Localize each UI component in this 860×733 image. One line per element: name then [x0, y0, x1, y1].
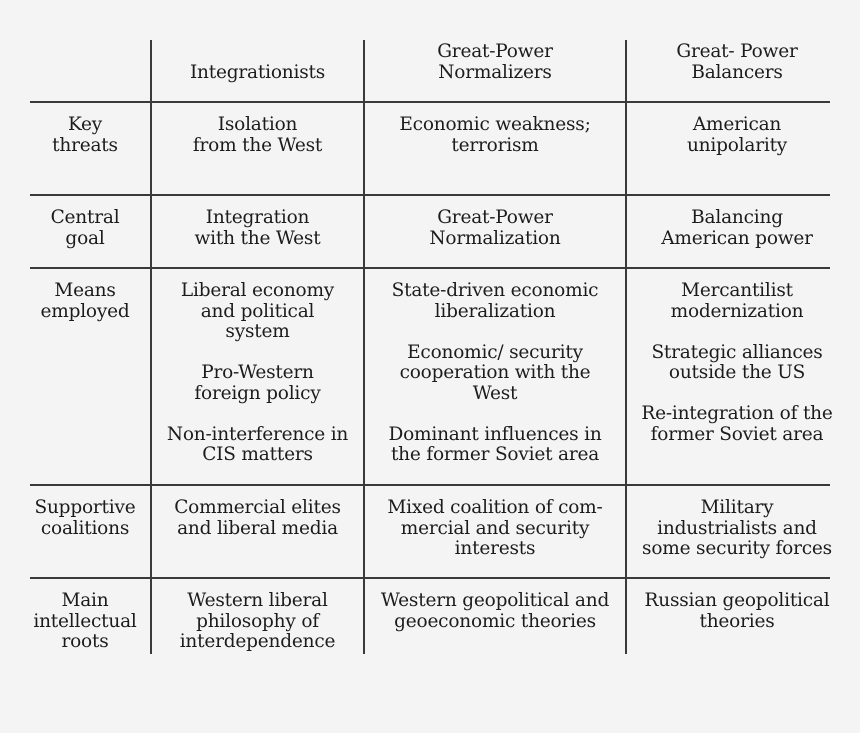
- header-line: Normalizers: [438, 61, 552, 83]
- cell-means-employed-balancers: [627, 281, 847, 445]
- cell-line: with the West: [194, 227, 321, 249]
- cell-line: Pro-Western: [201, 362, 314, 383]
- cell-line: former Soviet area: [650, 423, 824, 445]
- cell-paragraph: [152, 498, 363, 539]
- cell-paragraph: [152, 115, 363, 156]
- row-label-central-goal: [20, 208, 150, 249]
- cell-paragraph: [365, 591, 625, 632]
- cell-key-threats-balancers: [627, 115, 847, 156]
- cell-line: from the West: [192, 134, 323, 156]
- cell-line: Mixed coalition of com-: [387, 497, 603, 518]
- cell-line: the former Soviet area: [390, 444, 600, 465]
- cell-main-intellectual-roots-balancers: [627, 591, 847, 632]
- cell-key-threats-integrationists: [152, 115, 363, 156]
- cell-paragraph: [627, 404, 847, 445]
- row-label-line: goal: [65, 227, 105, 249]
- row-label-line: intellectual: [33, 610, 137, 632]
- cell-line: and political: [200, 300, 315, 322]
- cell-line: mercial and security: [400, 517, 590, 539]
- cell-paragraph: [627, 498, 847, 560]
- header-integrationists: [152, 63, 363, 84]
- cell-supportive-coalitions-normalizers: [365, 498, 625, 560]
- row-label-line: Key: [67, 114, 103, 135]
- cell-paragraph: [365, 281, 625, 322]
- cell-line: interdependence: [179, 631, 336, 652]
- cell-central-goal-balancers: [627, 208, 847, 249]
- header-normalizers: [365, 42, 625, 83]
- cell-line: interests: [454, 538, 536, 559]
- row-divider: [30, 577, 830, 579]
- cell-paragraph: [365, 208, 625, 249]
- cell-paragraph: [365, 343, 625, 405]
- cell-line: Strategic alliances: [651, 341, 823, 363]
- cell-paragraph: [627, 591, 847, 632]
- row-label-means-employed: [20, 281, 150, 322]
- row-label-line: Main: [61, 590, 109, 611]
- cell-paragraph: [152, 591, 363, 653]
- cell-paragraph: [152, 208, 363, 249]
- row-label-line: threats: [52, 134, 118, 156]
- cell-line: Balancing: [691, 207, 783, 228]
- cell-line: Commercial elites: [174, 497, 341, 518]
- cell-means-employed-normalizers: [365, 281, 625, 466]
- cell-line: philosophy of: [196, 610, 319, 632]
- cell-paragraph: [365, 115, 625, 156]
- cell-line: Russian geopolitical: [644, 590, 830, 611]
- cell-main-intellectual-roots-integrationists: [152, 591, 363, 653]
- cell-line: Military: [700, 497, 774, 518]
- cell-line: West: [472, 382, 518, 404]
- cell-line: Great-Power: [437, 207, 553, 228]
- cell-line: some security forces: [642, 538, 832, 559]
- cell-line: outside the US: [668, 362, 806, 383]
- cell-line: American power: [661, 227, 813, 249]
- cell-line: liberalization: [434, 300, 556, 322]
- cell-line: and liberal media: [177, 517, 338, 539]
- cell-line: Normalization: [429, 227, 561, 249]
- cell-line: Western liberal: [187, 590, 328, 611]
- cell-line: CIS matters: [202, 444, 313, 465]
- cell-means-employed-integrationists: [152, 281, 363, 466]
- row-divider: [30, 101, 830, 103]
- cell-line: system: [225, 321, 290, 342]
- cell-line: Isolation: [217, 114, 298, 135]
- row-divider: [30, 267, 830, 269]
- row-label-line: Means: [54, 280, 116, 301]
- cell-line: geoeconomic theories: [394, 610, 596, 632]
- cell-line: Economic weakness;: [399, 114, 591, 135]
- header-line: Great-Power: [437, 41, 553, 62]
- cell-line: Liberal economy: [180, 280, 335, 301]
- cell-paragraph: [627, 281, 847, 322]
- cell-supportive-coalitions-integrationists: [152, 498, 363, 539]
- row-divider: [30, 484, 830, 486]
- row-label-supportive-coalitions: [20, 498, 150, 539]
- row-label-key-threats: [20, 115, 150, 156]
- cell-main-intellectual-roots-normalizers: [365, 591, 625, 632]
- cell-supportive-coalitions-balancers: [627, 498, 847, 560]
- header-line: Balancers: [691, 61, 783, 83]
- header-balancers: [627, 42, 847, 83]
- cell-line: Dominant influences in: [388, 423, 602, 445]
- cell-paragraph: [152, 425, 363, 466]
- cell-paragraph: [627, 343, 847, 384]
- cell-line: Economic/ security: [407, 341, 583, 363]
- cell-line: terrorism: [451, 134, 539, 156]
- cell-key-threats-normalizers: [365, 115, 625, 156]
- cell-line: modernization: [670, 300, 804, 322]
- row-label-line: employed: [40, 300, 130, 322]
- row-label-line: Central: [50, 207, 120, 228]
- row-label-line: Supportive: [34, 497, 136, 518]
- cell-line: cooperation with the: [399, 362, 591, 383]
- cell-paragraph: [627, 208, 847, 249]
- cell-paragraph: [365, 498, 625, 560]
- row-label-line: coalitions: [40, 517, 130, 539]
- cell-line: Integration: [205, 207, 310, 228]
- row-divider: [30, 194, 830, 196]
- cell-line: industrialists and: [657, 517, 817, 539]
- cell-paragraph: [627, 115, 847, 156]
- cell-central-goal-integrationists: [152, 208, 363, 249]
- cell-line: theories: [699, 610, 775, 632]
- cell-line: State-driven economic: [391, 280, 599, 301]
- cell-line: Non-interference in: [166, 423, 349, 445]
- header-line: Great- Power: [676, 41, 798, 62]
- cell-paragraph: [152, 281, 363, 343]
- header-line: Integrationists: [189, 62, 326, 83]
- cell-line: foreign policy: [194, 382, 321, 404]
- cell-paragraph: [365, 425, 625, 466]
- cell-line: American: [692, 114, 782, 135]
- row-label-main-intellectual-roots: [20, 591, 150, 653]
- row-label-line: roots: [61, 631, 109, 652]
- cell-line: Re-integration of the: [641, 403, 833, 424]
- cell-line: unipolarity: [686, 134, 788, 156]
- cell-line: Mercantilist: [681, 280, 793, 301]
- cell-line: Western geopolitical and: [380, 590, 610, 611]
- cell-paragraph: [152, 363, 363, 404]
- cell-central-goal-normalizers: [365, 208, 625, 249]
